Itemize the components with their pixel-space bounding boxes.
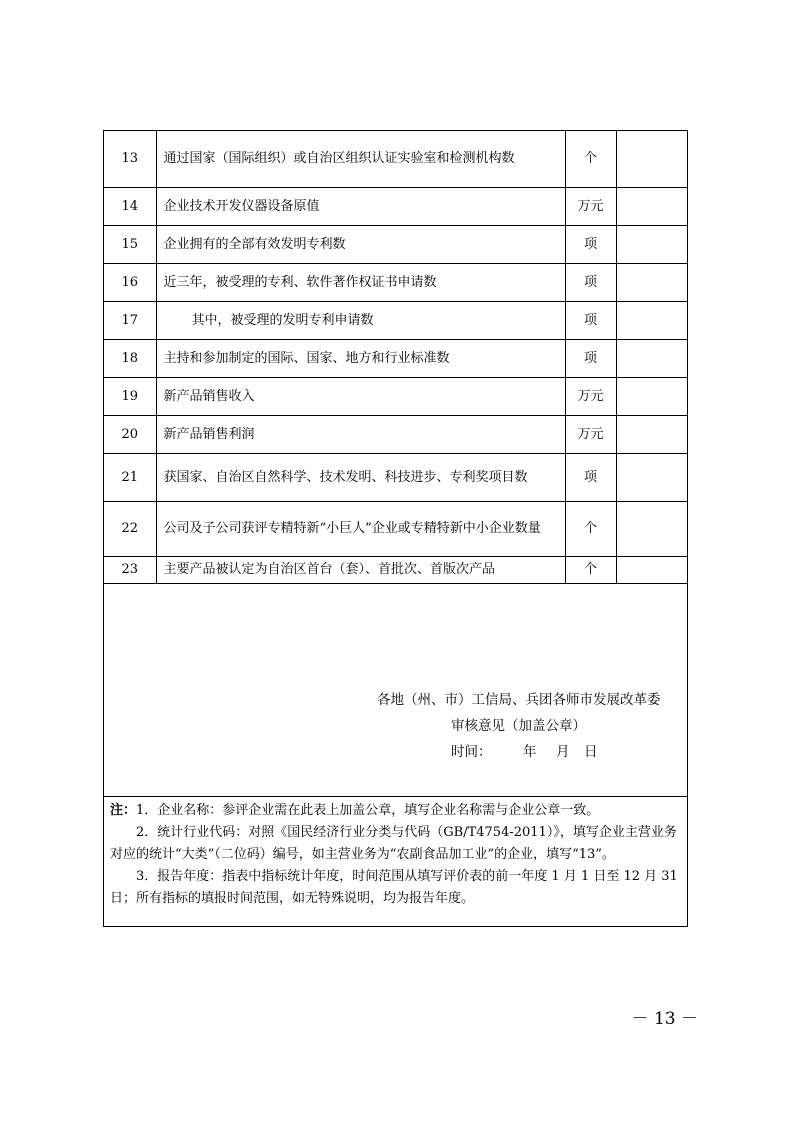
indicator-name: 通过国家（国际组织）或自治区组织认证实验室和检测机构数 (156, 131, 565, 187)
note-2: 2．统计行业代码：对照《国民经济行业分类与代码（GB/T4754-2011）》，填写企业主营业务对应的统计“大类”（二位码）编号，如主营业务为“农副食品加工业”的企业，填写“13”。 (110, 825, 677, 862)
approval-day: 日 (584, 744, 598, 760)
indicator-name: 主持和参加制定的国际、国家、地方和行业标准数 (156, 339, 565, 377)
indicator-name: 新产品销售收入 (156, 377, 565, 415)
value-cell[interactable] (616, 501, 687, 556)
table-row (104, 453, 687, 501)
indicator-name: 获国家、自治区自然科学、技术发明、科技进步、专利奖项目数 (156, 453, 565, 501)
unit-cell: 个 (565, 131, 616, 187)
form-frame (103, 130, 688, 927)
table-row (104, 263, 687, 301)
table-row (104, 225, 687, 263)
indicator-name: 企业技术开发仪器设备原值 (156, 187, 565, 225)
row-number: 13 (104, 131, 156, 187)
table-row (104, 187, 687, 225)
value-cell[interactable] (616, 453, 687, 501)
table-row (104, 501, 687, 556)
row-number: 19 (104, 377, 156, 415)
row-number: 14 (104, 187, 156, 225)
note-1: 1．企业名称：参评企业需在此表上加盖公章，填写企业名称需与企业公章一致。 (136, 803, 600, 818)
approval-year: 年 (523, 744, 537, 760)
row-number: 20 (104, 415, 156, 453)
unit-cell: 万元 (565, 377, 616, 415)
row-number: 16 (104, 263, 156, 301)
unit-cell: 万元 (565, 415, 616, 453)
value-cell[interactable] (616, 225, 687, 263)
table-row (104, 301, 687, 339)
value-cell[interactable] (616, 556, 687, 583)
value-cell[interactable] (616, 415, 687, 453)
indicator-name: 新产品销售利润 (156, 415, 565, 453)
row-number: 15 (104, 225, 156, 263)
indicator-name: 公司及子公司获评专精特新“小巨人”企业或专精特新中小企业数量 (156, 501, 565, 556)
table-row (104, 339, 687, 377)
unit-cell: 项 (565, 301, 616, 339)
note-3: 3．报告年度：指表中指标统计年度，时间范围从填写评价表的前一年度 1 月 1 日至 12 月 31 日；所有指标的填报时间范围，如无特殊说明，均为报告年度。 (110, 869, 678, 906)
indicator-name: 企业拥有的全部有效发明专利数 (156, 225, 565, 263)
value-cell[interactable] (616, 301, 687, 339)
row-number: 17 (104, 301, 156, 339)
value-cell[interactable] (616, 187, 687, 225)
notes-section (110, 800, 682, 910)
indicator-name: 近三年，被受理的专利、软件著作权证书申请数 (156, 263, 565, 301)
value-cell[interactable] (616, 377, 687, 415)
value-cell[interactable] (616, 131, 687, 187)
row-number: 18 (104, 339, 156, 377)
row-number: 21 (104, 453, 156, 501)
table-row (104, 131, 687, 187)
unit-cell: 个 (565, 501, 616, 556)
approval-opinion: 审核意见（加盖公章） (451, 718, 586, 734)
approval-month: 月 (556, 744, 570, 760)
table-row (104, 377, 687, 415)
row-number: 22 (104, 501, 156, 556)
page-number: － 13 － (631, 1009, 698, 1029)
unit-cell: 项 (565, 225, 616, 263)
approval-org: 各地（州、市）工信局、兵团各师市发展改革委 (377, 692, 661, 708)
unit-cell: 个 (565, 556, 616, 583)
indicator-name: 其中，被受理的发明专利申请数 (156, 301, 565, 339)
indicator-name: 主要产品被认定为自治区首台（套）、首批次、首版次产品 (156, 556, 565, 583)
unit-cell: 万元 (565, 187, 616, 225)
unit-cell: 项 (565, 339, 616, 377)
value-cell[interactable] (616, 339, 687, 377)
unit-cell: 项 (565, 453, 616, 501)
table-row (104, 415, 687, 453)
row-number: 23 (104, 556, 156, 583)
approval-section (104, 583, 687, 797)
indicator-table (104, 131, 687, 584)
table-row (104, 556, 687, 583)
notes-label: 注： (110, 803, 137, 818)
value-cell[interactable] (616, 263, 687, 301)
unit-cell: 项 (565, 263, 616, 301)
approval-time-label: 时间： (451, 744, 492, 760)
